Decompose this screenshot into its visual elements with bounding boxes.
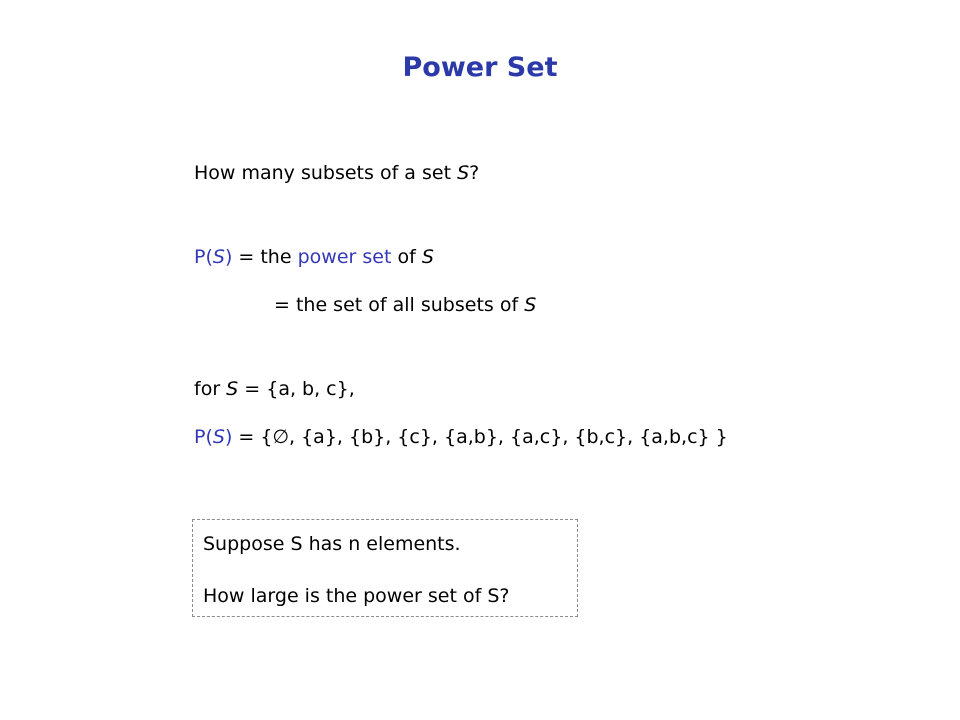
def2-text: = the set of all subsets of [274,294,525,316]
ex1-prefix: for [194,378,227,400]
ex2-p-close: ) [224,426,233,448]
q1-prefix: How many subsets of a set [194,162,458,184]
def1-term: power set [297,246,392,268]
def2-var: S [524,294,537,316]
q1-var: S [457,162,470,184]
slide-title: Power Set [402,52,558,83]
box-line-2: How large is the power set of S? [203,585,510,607]
ex2-var: S [212,426,225,448]
def1-p-open: P( [194,246,213,268]
def1-p-close: ) [224,246,233,268]
power-set-definition-cont [274,293,536,317]
subsets-question [194,161,479,185]
question-box [192,519,578,617]
ex1-suffix: = {a, b, c}, [238,378,355,400]
def1-var1: S [212,246,225,268]
power-set-definition [194,245,434,269]
def1-var2: S [421,246,434,268]
box-line-1: Suppose S has n elements. [203,533,461,555]
q1-suffix: ? [469,162,480,184]
def1-mid: = the [232,246,298,268]
ex1-var: S [226,378,239,400]
ex2-p-open: P( [194,426,213,448]
empty-set-symbol: ∅ [272,426,290,448]
ex2-rest: , {a}, {b}, {c}, {a,b}, {a,c}, {b,c}, {a,b,c} } [289,426,728,448]
ex2-eq-open: = { [232,426,273,448]
example-set [194,377,355,401]
def1-of: of [391,246,422,268]
example-power-set [194,425,728,449]
